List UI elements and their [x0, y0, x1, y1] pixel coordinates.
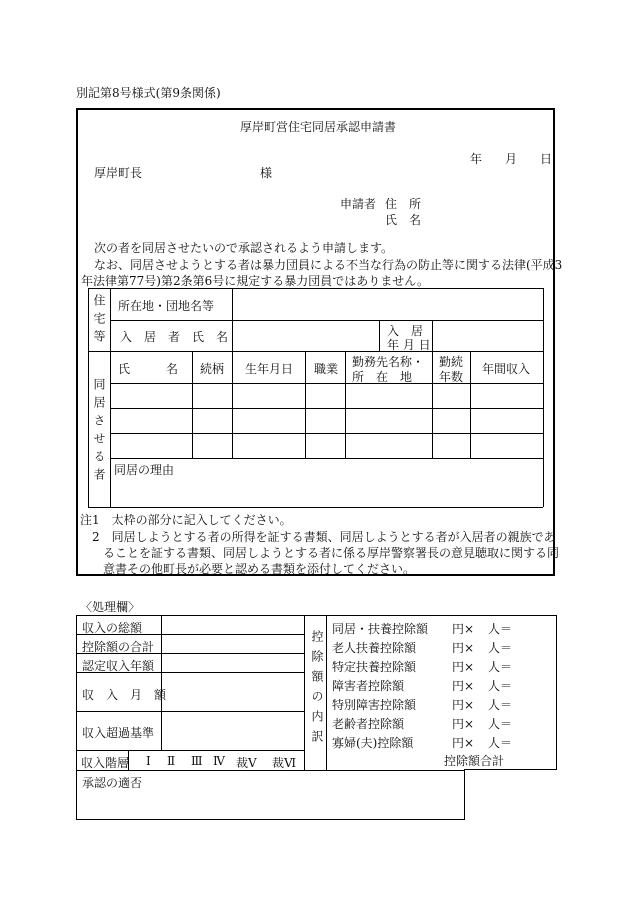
note-4: 意書その他町長が必要と認める書類を添付してください。: [103, 562, 416, 576]
location-label: 所在地・団地名等: [118, 299, 215, 313]
unit-people: 人＝: [488, 660, 513, 674]
body-text-2: なお、同居させようとする者は暴力団員による不当な行為の防止等に関する法律(平成3: [94, 258, 563, 272]
unit-people: 人＝: [488, 622, 513, 636]
col-tenure-header-1: 勤続: [439, 355, 464, 369]
applicant-label: 申請者: [340, 197, 377, 211]
addressee-name: 厚岸町長: [94, 166, 143, 180]
applicant-address-label[interactable]: 住 所: [385, 197, 422, 211]
total-income-label: 収入の総額: [82, 621, 143, 635]
unit-yen: 円×: [452, 679, 475, 693]
form-number: 別記第8号様式(第9条関係): [76, 86, 221, 100]
date-day[interactable]: 日: [540, 152, 553, 166]
unit-yen: 円×: [452, 736, 475, 750]
body-text-3: 年法律第77号)第2条第6号に規定する暴力団員ではありません。: [81, 274, 429, 288]
form-title: 厚岸町営住宅同居承認申請書: [240, 120, 397, 134]
cohabitant-section-label: 同居させる者: [92, 378, 106, 486]
tier-1[interactable]: Ⅰ: [146, 754, 151, 768]
deduction-item: 障害者控除額: [332, 679, 405, 693]
col-tenure-header-2: 年数: [439, 370, 464, 384]
col-relation-header: 続柄: [200, 362, 225, 376]
tier-2[interactable]: Ⅱ: [167, 754, 176, 768]
tier-6[interactable]: 裁Ⅵ: [272, 756, 297, 770]
note-1: 注1 太枠の部分に記入してください。: [80, 513, 292, 527]
monthly-income-label: 収 入 月 額: [82, 688, 167, 702]
deduction-total-label: 控除額の合計: [82, 640, 155, 654]
deduction-item: 老齢者控除額: [332, 717, 405, 731]
unit-people: 人＝: [488, 717, 513, 731]
deduction-item: 老人扶養控除額: [332, 641, 417, 655]
date-month[interactable]: 月: [505, 152, 518, 166]
deduction-item: 同居・扶養控除額: [332, 622, 429, 636]
excess-income-label: 収入超過基準: [82, 726, 155, 740]
move-in-label-2: 年 月 日: [387, 338, 431, 352]
col-occupation-header: 職業: [314, 362, 339, 376]
unit-yen: 円×: [452, 717, 475, 731]
col-employer-header-2: 所 在 地: [352, 370, 413, 384]
note-3: ることを証する書類、同居しようとする者に係る厚岸警察署長の意見聴取に関する同: [103, 546, 560, 560]
unit-people: 人＝: [488, 736, 513, 750]
move-in-label-1: 入 居: [387, 324, 424, 338]
resident-name-label: 入 居 者 氏 名: [120, 330, 229, 344]
housing-section-label: 住宅等: [92, 294, 106, 348]
unit-people: 人＝: [488, 641, 513, 655]
body-text-1: 次の者を同居させたいので承認されるよう申請します。: [94, 241, 394, 255]
deduction-total-footer: 控除額合計: [444, 754, 505, 768]
addressee-honorific: 様: [260, 166, 273, 180]
deduction-breakdown-label: 控除額の内訳: [310, 630, 324, 750]
certified-income-label: 認定収入年額: [82, 659, 155, 673]
date-year[interactable]: 年: [470, 152, 483, 166]
unit-yen: 円×: [452, 698, 475, 712]
deduction-item: 特別障害控除額: [332, 698, 417, 712]
col-birthdate-header: 生年月日: [245, 362, 294, 376]
tier-5[interactable]: 裁Ⅴ: [236, 756, 257, 770]
processing-title: 〈処理欄〉: [80, 600, 141, 614]
income-tier-label: 収入階層: [81, 756, 130, 770]
deduction-item: 特定扶養控除額: [332, 660, 417, 674]
col-income-header: 年間収入: [482, 362, 531, 376]
unit-yen: 円×: [452, 641, 475, 655]
unit-yen: 円×: [452, 622, 475, 636]
unit-yen: 円×: [452, 660, 475, 674]
tier-4[interactable]: Ⅳ: [213, 754, 225, 768]
tier-3[interactable]: Ⅲ: [191, 754, 203, 768]
note-2: 2 同居しようとする者の所得を証する書類、同居しようとする者が入居者の親族であ: [92, 530, 556, 544]
approval-label: 承認の適否: [82, 776, 143, 790]
col-employer-header-1: 勤務先名称・: [352, 355, 425, 369]
applicant-name-label[interactable]: 氏 名: [385, 213, 422, 227]
unit-people: 人＝: [488, 679, 513, 693]
col-name-header: 氏 名: [118, 362, 179, 376]
deduction-item: 寡婦(夫)控除額: [332, 736, 414, 750]
reason-label: 同居の理由: [114, 463, 175, 477]
unit-people: 人＝: [488, 698, 513, 712]
